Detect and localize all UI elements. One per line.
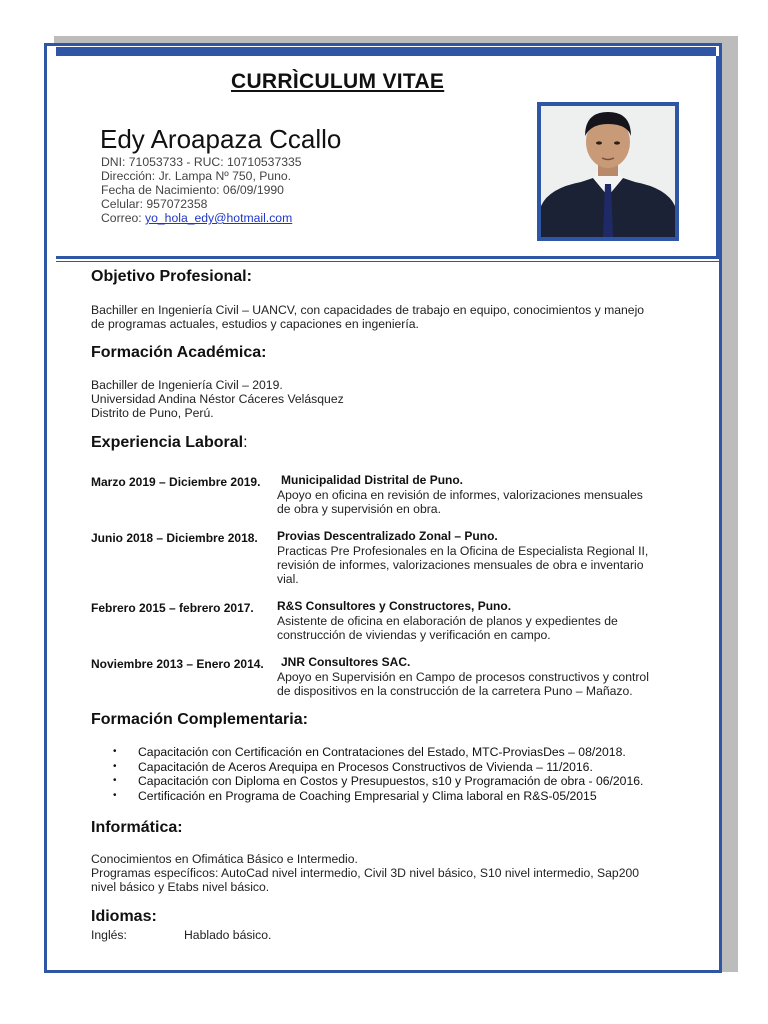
complementaria-list [91,745,643,803]
birth-line: Fecha de Nacimiento: 06/09/1990 [101,183,284,197]
experience-date: Noviembre 2013 – Enero 2014. [91,657,264,671]
experience-date: Febrero 2015 – febrero 2017. [91,601,254,615]
experience-item [91,599,618,642]
top-rule [56,47,716,56]
document-title: CURRÌCULUM VITAE [231,70,445,93]
formacion-line: Distrito de Puno, Perú. [91,406,214,420]
formacion-text [91,378,344,420]
experiencia-heading [91,434,248,452]
objetivo-line: Bachiller en Ingeniería Civil – UANCV, con capacidades de trabajo en equipo, conocimientos y manejo [91,303,645,317]
experience-line: Apoyo en Supervisión en Campo de procesos constructivos y control [277,670,649,684]
informatica-line: Conocimientos en Ofimática Básico e Intermedio. [91,852,358,866]
complementaria-heading: Formación Complementaria: [91,711,308,728]
experience-line: revisión de informes, valorizaciones mensuales de obra e inventario [277,558,644,572]
informatica-line: Programas específicos: AutoCad nivel intermedio, Civil 3D nivel básico, S10 nivel intermedio, Sap200 [91,866,640,880]
experience-line: de dispositivos en la construcción de la carretera Puno – Mañazo. [277,684,633,698]
experiencia-heading-colon: : [243,434,248,451]
experience-date: Junio 2018 – Diciembre 2018. [91,531,258,545]
experience-company: Provias Descentralizado Zonal – Puno. [277,529,498,543]
formacion-heading: Formación Académica: [91,344,267,361]
list-item: • Certificación en Programa de Coaching Empresarial y Clima laboral en R&S-05/2015 [91,789,643,804]
address-line: Dirección: Jr. Lampa Nº 750, Puno. [101,169,292,183]
experience-line: Practicas Pre Profesionales en la Oficina de Especialista Regional II, [277,544,649,558]
list-item: • Capacitación con Diploma en Costos y Presupuestos, s10 y Programación de obra - 06/2016. [91,774,643,789]
profile-photo [537,102,679,241]
objetivo-heading: Objetivo Profesional: [91,268,252,285]
email-label: Correo: [101,211,146,225]
experience-line: Apoyo en oficina en revisión de informes, valorizaciones mensuales [277,488,643,502]
language-level: Hablado básico. [184,928,272,942]
idiomas-row [91,928,272,942]
header-right-rule [716,56,719,259]
formacion-line: Universidad Andina Néstor Cáceres Velásquez [91,392,344,406]
objetivo-text [91,303,644,331]
experience-item [91,529,649,586]
email-line [101,211,302,225]
header-divider [56,256,722,259]
person-portrait-icon [541,106,675,237]
informatica-text [91,852,639,894]
experience-line: construcción de viviendas y verificación en campo. [277,628,551,642]
dni-line: DNI: 71053733 - RUC: 10710537335 [101,155,302,169]
experience-company: JNR Consultores SAC. [281,655,411,669]
email-link[interactable]: yo_hola_edy@hotmail.com [145,211,293,225]
experience-item [91,655,649,698]
formacion-line: Bachiller de Ingeniería Civil – 2019. [91,378,283,392]
list-item: • Capacitación con Certificación en Contrataciones del Estado, MTC-ProviasDes – 08/2018. [91,745,643,760]
experiencia-heading-text: Experiencia Laboral [91,434,244,451]
phone-line: Celular: 957072358 [101,197,208,211]
list-item: • Capacitación de Aceros Arequipa en Procesos Constructivos de Vivienda – 11/2016. [91,760,643,775]
experience-item [91,473,643,516]
idiomas-heading: Idiomas: [91,908,157,925]
objetivo-line: de programas actuales, estudios y capaciones en ingeniería. [91,317,419,331]
informatica-heading: Informática: [91,819,183,836]
experience-line: Asistente de oficina en elaboración de planos y expedientes de [277,614,618,628]
experience-line: de obra y supervisión en obra. [277,502,441,516]
contact-info [101,155,302,225]
experience-line: vial. [277,572,299,586]
informatica-line: nivel básico y Etabs nivel básico. [91,880,270,894]
candidate-name: Edy Aroapaza Ccallo [100,124,342,154]
experience-date: Marzo 2019 – Diciembre 2019. [91,475,261,489]
header-divider-thin [56,261,722,262]
experience-company: R&S Consultores y Constructores, Puno. [277,599,512,613]
experience-company: Municipalidad Distrital de Puno. [281,473,464,487]
language-name: Inglés: [91,928,127,942]
